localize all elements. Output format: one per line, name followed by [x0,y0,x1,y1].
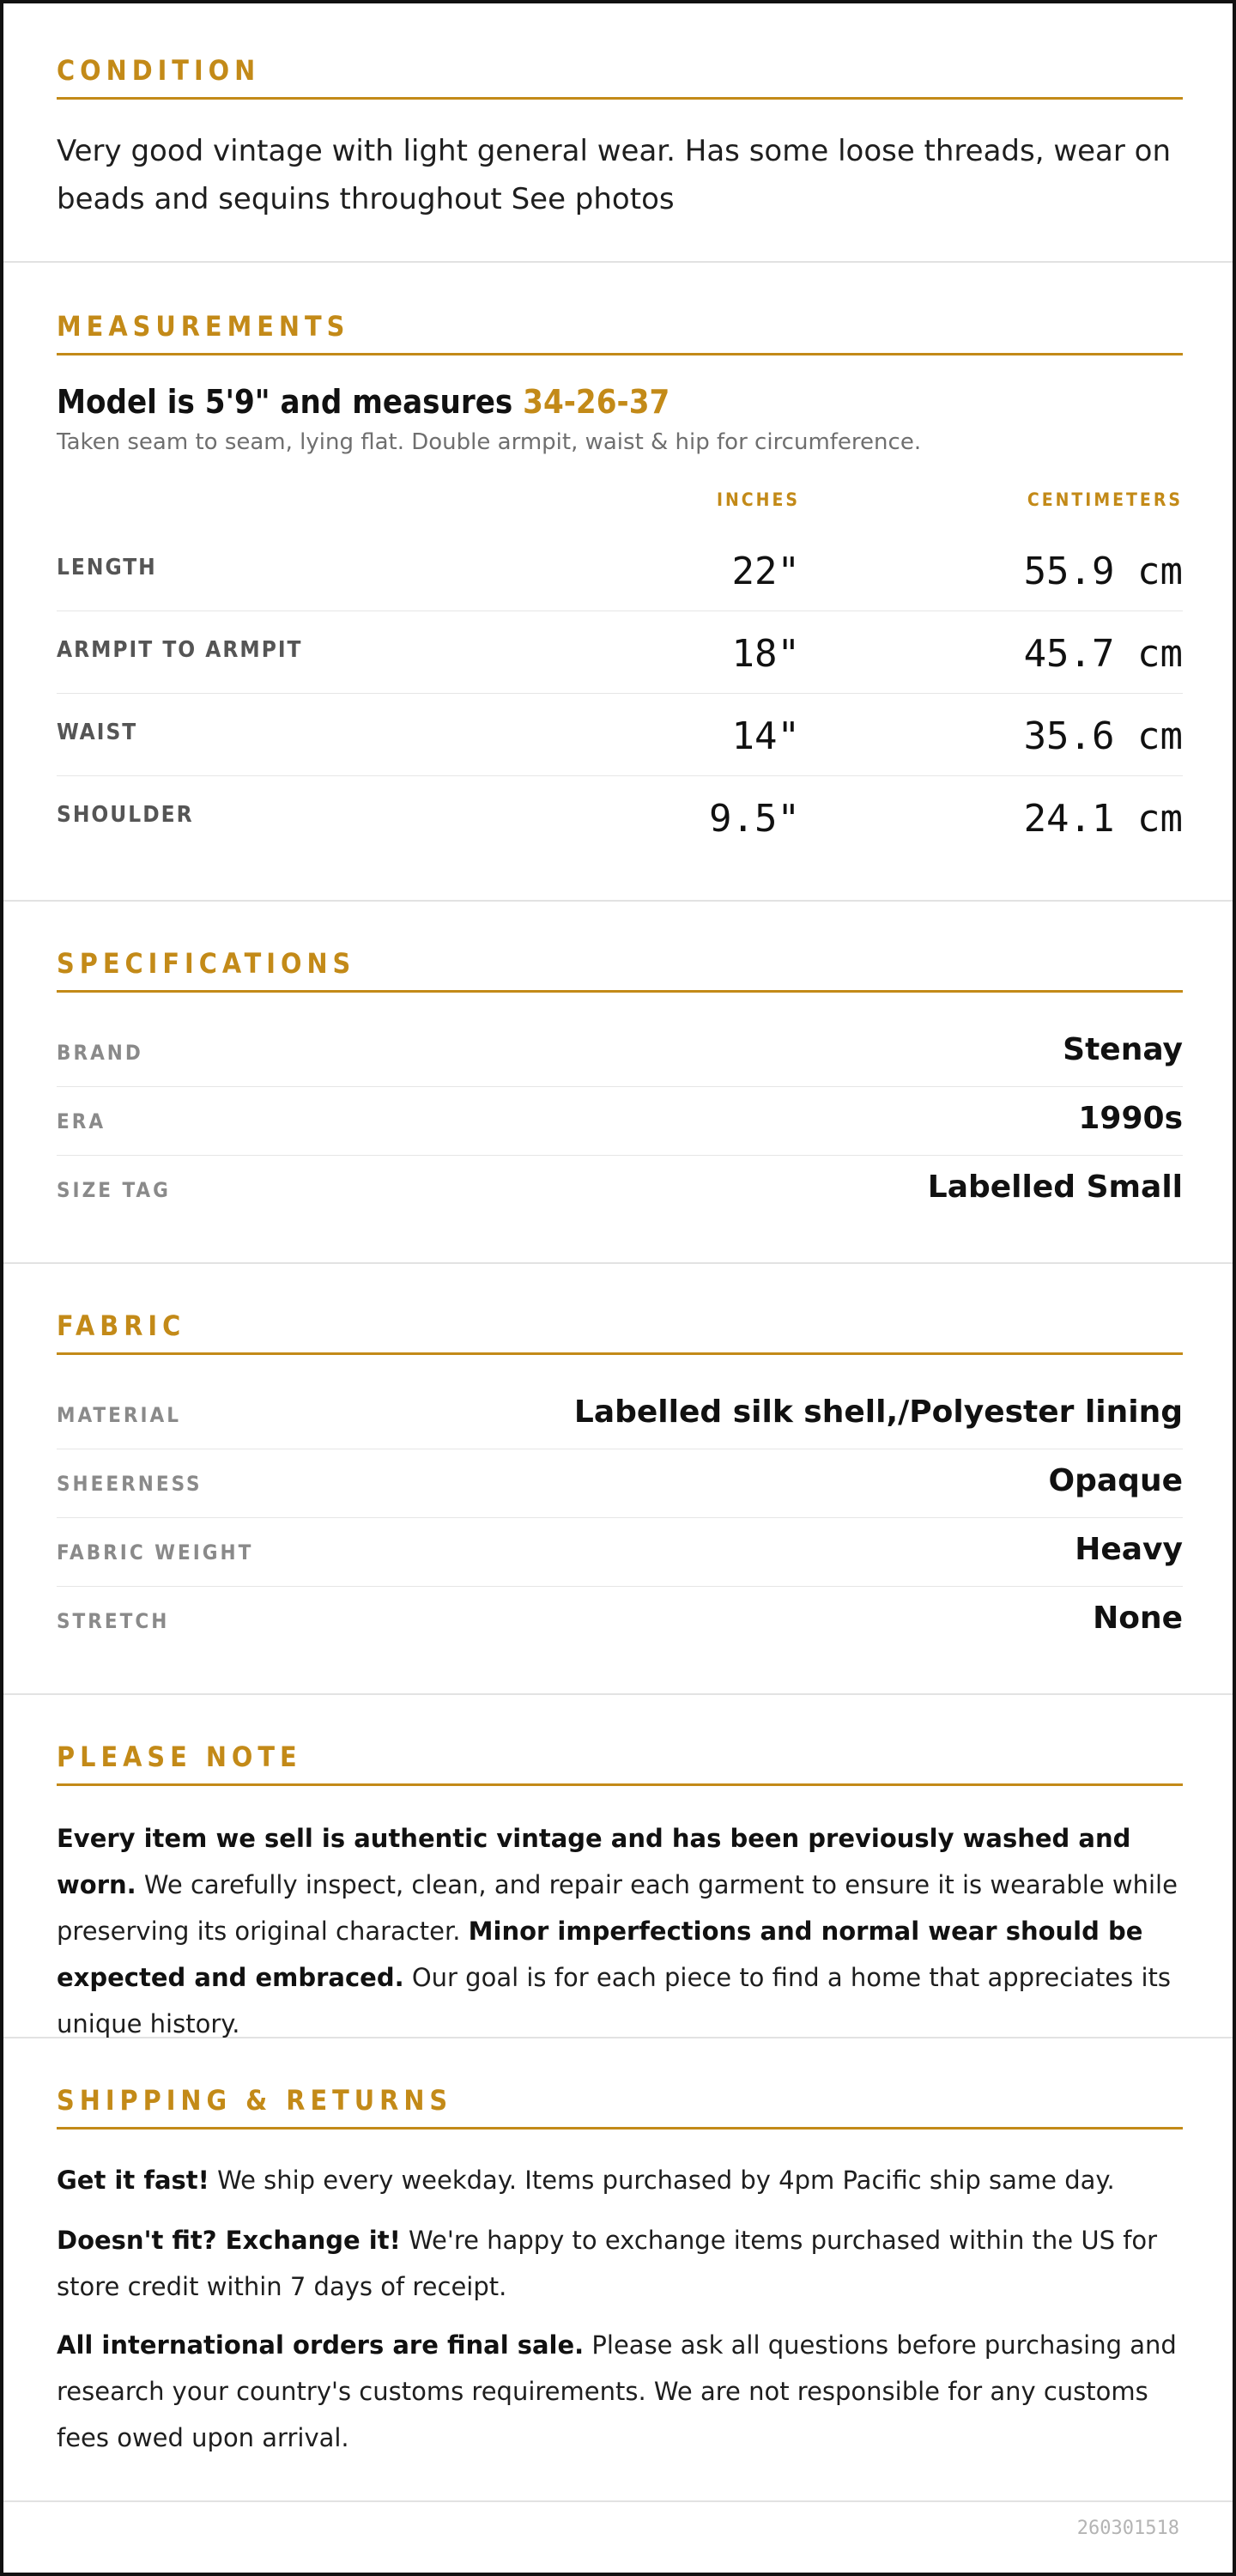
measurement-row [57,529,1183,611]
fabric-label: FABRIC WEIGHT [57,1540,254,1564]
measurement-cm: 55.9 cm [1023,550,1183,593]
please-note-title: PLEASE NOTE [57,1738,1183,1786]
measurement-inches: 18" [731,632,800,676]
fabric-label: STRETCH [57,1609,170,1633]
please-note-section [3,1695,1233,2038]
note-text-inspect: We carefully inspect, clean, and repair each garment to ensure it is wearable while preserving its original character. [57,1870,1178,1946]
inches-column-header: INCHES [716,489,800,510]
measurement-note: Taken seam to seam, lying flat. Double armpit, waist & hip for circumference. [57,429,922,455]
specifications-title: SPECIFICATIONS [57,945,1183,993]
measurement-row [57,611,1183,694]
condition-text: Very good vintage with light general wear. Has some loose threads, wear on beads and sequins throughout See photos [57,134,1172,216]
measurements-section [3,263,1233,902]
measurement-label: LENGTH [57,555,157,580]
international-paragraph [57,2322,1183,2461]
model-measurements [57,383,670,421]
note-bold-authentic: Every item we sell is authentic vintage and has been previously washed and worn. [57,1824,1131,1899]
exchange-text: We're happy to exchange items purchased within the US for store credit within 7 days of receipt. [57,2226,1158,2301]
spec-value: 1990s [1078,1101,1183,1136]
fabric-label: MATERIAL [57,1403,181,1427]
fabric-section [3,1264,1233,1695]
item-code: 260301518 [1076,2518,1179,2539]
centimeters-column-header: CENTIMETERS [1027,489,1183,510]
spec-label: SIZE TAG [57,1178,171,1202]
measurement-row [57,776,1183,859]
exchange-paragraph [57,2217,1183,2310]
spec-row [57,1087,1183,1156]
model-prefix: Model is 5'9" and measures [57,383,524,421]
measurements-title: MEASUREMENTS [57,307,1183,355]
model-measure-value: 34-26-37 [523,383,670,421]
spec-value: Stenay [1063,1032,1183,1067]
measurement-cm: 24.1 cm [1023,797,1183,841]
international-bold: All international orders are final sale. [57,2330,585,2360]
fabric-row [57,1518,1183,1587]
fabric-row [57,1587,1183,1656]
measurement-inches: 22" [731,550,800,593]
measurement-inches: 9.5" [709,797,800,841]
spec-row [57,1156,1183,1224]
fabric-title: FABRIC [57,1307,1183,1355]
fabric-row [57,1381,1183,1449]
shipping-returns-section [3,2038,1233,2502]
fabric-value: Opaque [1048,1463,1183,1498]
spec-label: ERA [57,1109,106,1133]
please-note-text [57,1815,1183,2047]
fabric-row [57,1449,1183,1518]
measurement-label: ARMPIT TO ARMPIT [57,637,303,663]
shipping-fast-paragraph [57,2157,1183,2203]
measurement-label: SHOULDER [57,802,194,828]
shipping-returns-title: SHIPPING & RETURNS [57,2081,1183,2129]
measurement-inches: 14" [731,714,800,758]
fabric-value: None [1093,1601,1183,1636]
note-bold-imperfections: Minor imperfections and normal wear should be expected and embraced. [57,1917,1143,1992]
spec-row [57,1018,1183,1087]
fabric-value: Heavy [1075,1532,1183,1567]
fabric-label: SHEERNESS [57,1472,203,1496]
measurement-label: WAIST [57,720,138,745]
exchange-bold: Doesn't fit? Exchange it! [57,2226,401,2255]
note-text-goal: Our goal is for each piece to find a home that appreciates its unique history. [57,1963,1172,2038]
measurement-row [57,694,1183,776]
condition-section [3,3,1233,263]
specifications-section [3,902,1233,1264]
shipping-fast-text: We ship every weekday. Items purchased by 4pm Pacific ship same day. [209,2166,1115,2195]
measurement-cm: 45.7 cm [1023,632,1183,676]
international-text: Please ask all questions before purchasing and research your country's customs requirements. We are not responsible for any customs fees owed upon arrival. [57,2330,1177,2452]
spec-value: Labelled Small [927,1170,1183,1205]
measurement-cm: 35.6 cm [1023,714,1183,758]
spec-label: BRAND [57,1041,143,1065]
condition-title: CONDITION [57,52,1183,100]
fabric-value: Labelled silk shell,/Polyester lining [573,1394,1183,1430]
shipping-fast-bold: Get it fast! [57,2166,209,2195]
